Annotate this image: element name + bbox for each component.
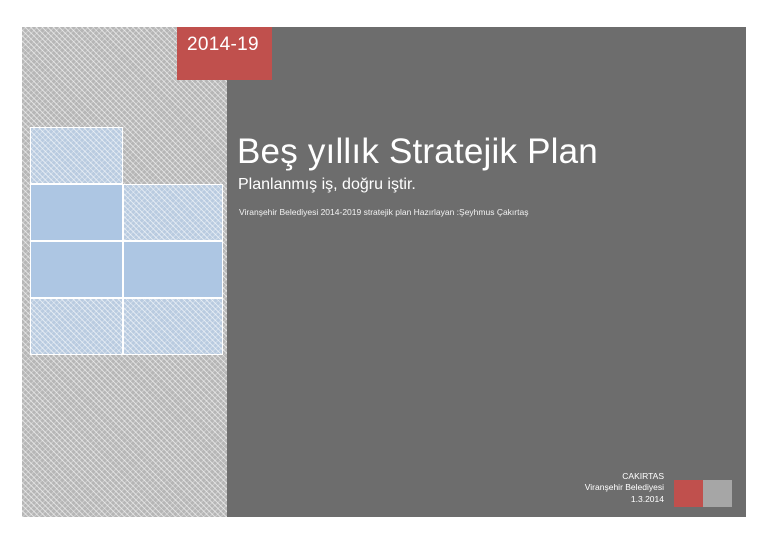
decorative-square-3 [30, 241, 123, 298]
decorative-square-5 [123, 184, 223, 241]
logo-grey-block [703, 480, 732, 507]
footer-date: 1.3.2014 [630, 493, 664, 504]
slide-subtitle: Planlanmış iş, doğru iştir. [238, 176, 416, 193]
decorative-square-1 [30, 127, 123, 184]
slide-footer [585, 471, 664, 506]
decorative-square-4 [30, 298, 123, 355]
logo-red-block [674, 480, 703, 507]
decorative-square-6 [123, 241, 223, 298]
slide-canvas [22, 27, 746, 517]
slide-byline: Viranşehir Belediyesi 2014-2019 stratejik plan Hazırlayan :Şeyhmus Çakırtaş [239, 207, 529, 217]
slide-title: Beş yıllık Stratejik Plan [237, 132, 598, 171]
decorative-square-2 [30, 184, 123, 241]
footer-author: CAKIRTAS [622, 470, 664, 481]
logo-mark [674, 480, 732, 507]
year-tag: 2014-19 [177, 27, 272, 80]
footer-organization: Viranşehir Belediyesi [584, 482, 664, 492]
decorative-square-7 [123, 298, 223, 355]
